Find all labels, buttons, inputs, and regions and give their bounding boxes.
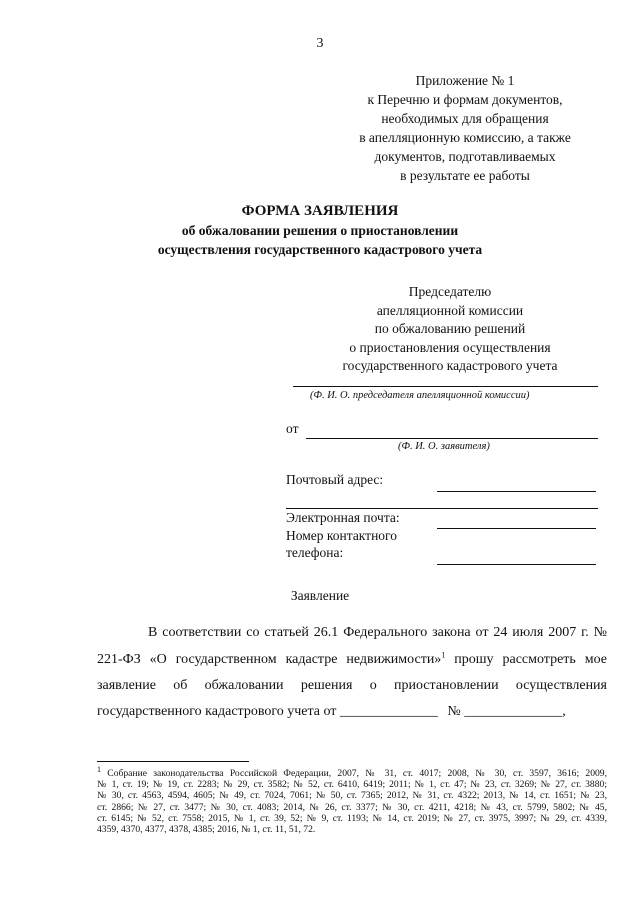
phone-label: Номер контактного bbox=[286, 528, 398, 543]
form-title-sub: об обжаловании решения о приостановлении bbox=[181, 223, 459, 238]
form-title-main: ФОРМА ЗАЯВЛЕНИЯ bbox=[241, 203, 399, 219]
footnote-mark: 1 bbox=[97, 764, 101, 774]
footnote-line: ст. 6145; № 52, ст. 7558; 2015, № 1, ст. 39, 52; № 9, ст. 1193; № 14, ст. 2019; № 27, ст. 3975, 3997; № 29, ст. 4339, bbox=[97, 812, 607, 824]
email-field[interactable] bbox=[437, 528, 596, 529]
footnote bbox=[97, 764, 607, 836]
footnote-line: № 30, ст. 4563, 4594, 4605; № 49, ст. 7024, 7061; № 50, ст. 7365; 2012, № 31, ст. 4322; 2013, № 14, ст. 1651; № 23, bbox=[97, 790, 607, 802]
from-label: от bbox=[286, 421, 299, 436]
appendix-line: необходимых для обращения bbox=[381, 111, 549, 126]
applicant-name-field[interactable] bbox=[306, 438, 598, 439]
addressee-line: апелляционной комиссии bbox=[376, 302, 524, 318]
statement-text: государственного кадастрового учета от bbox=[97, 704, 337, 719]
addressee-line: о приостановления осуществления bbox=[349, 339, 551, 355]
phone-label-cont: телефона: bbox=[286, 545, 344, 560]
statement-line: заявление об обжаловании решения о приостановлении осуществления bbox=[97, 678, 607, 693]
footnote-line: ст. 2866; № 27, ст. 3477; № 30, ст. 4083; 2014, № 26, ст. 3377; № 30, ст. 4211, 4218; № 43, ст. 5799, 5802; № 45, bbox=[97, 801, 607, 813]
appendix-block bbox=[330, 71, 600, 185]
email-label: Электронная почта: bbox=[286, 510, 400, 525]
phone-field[interactable] bbox=[437, 564, 596, 565]
form-title bbox=[0, 202, 640, 259]
footnote-reference: 1 bbox=[441, 650, 446, 660]
number-sign: № bbox=[447, 704, 461, 719]
chairman-name-field[interactable] bbox=[293, 386, 598, 387]
applicant-caption: (Ф. И. О. заявителя) bbox=[398, 441, 490, 452]
statement-heading: Заявление bbox=[290, 588, 350, 603]
addressee-line: Председателю bbox=[408, 284, 492, 299]
postal-address-field[interactable] bbox=[437, 491, 596, 492]
footnote-line: 4359, 4370, 4377, 4378, 4385; 2016, № 1, ст. 11, 51, 72. bbox=[97, 824, 316, 836]
statement-line: В соответствии со статьей 26.1 Федерального закона от 24 июля 2007 г. № bbox=[148, 625, 607, 640]
statement-line bbox=[97, 704, 607, 720]
appendix-line: в апелляционную комиссию, а также bbox=[359, 130, 571, 145]
footnote-line bbox=[97, 764, 607, 779]
addressee-line: по обжалованию решений bbox=[374, 321, 526, 336]
appendix-line: в результате ее работы bbox=[400, 168, 530, 183]
postal-address-label: Почтовый адрес: bbox=[286, 472, 384, 487]
addressee-line: государственного кадастрового учета bbox=[342, 358, 558, 373]
appendix-line: Приложение № 1 bbox=[415, 73, 515, 88]
appendix-line: документов, подготавливаемых bbox=[374, 149, 556, 164]
footnote-text: Собрание законодательства Российской Федерации, 2007, № 31, ст. 4017; 2008, № 30, ст. 3597, 3616; 2009, bbox=[107, 768, 607, 779]
form-title-sub: осуществления государственного кадастрового учета bbox=[157, 242, 483, 257]
decision-date-field[interactable]: ______________ bbox=[339, 704, 438, 719]
footnote-separator bbox=[97, 761, 249, 762]
statement-text: прошу рассмотреть мое bbox=[445, 652, 607, 667]
addressee-block bbox=[300, 283, 600, 376]
appendix-line: к Перечню и формам документов, bbox=[367, 92, 563, 107]
statement-line bbox=[97, 652, 607, 668]
page-number: 3 bbox=[316, 36, 324, 51]
footnote-line: № 1, ст. 19; № 19, ст. 2283; № 29, ст. 3582; № 52, ст. 6410, 6419; 2011; № 1, ст. 47; № 23, ст. 3269; № 27, ст. 3880; bbox=[97, 779, 607, 791]
decision-number-field[interactable]: ______________, bbox=[464, 704, 566, 719]
statement-text: 221-ФЗ «О государственном кадастре недвижимости» bbox=[97, 652, 442, 667]
chairman-caption: (Ф. И. О. председателя апелляционной комиссии) bbox=[310, 390, 530, 401]
postal-address-field-2[interactable] bbox=[286, 508, 598, 509]
